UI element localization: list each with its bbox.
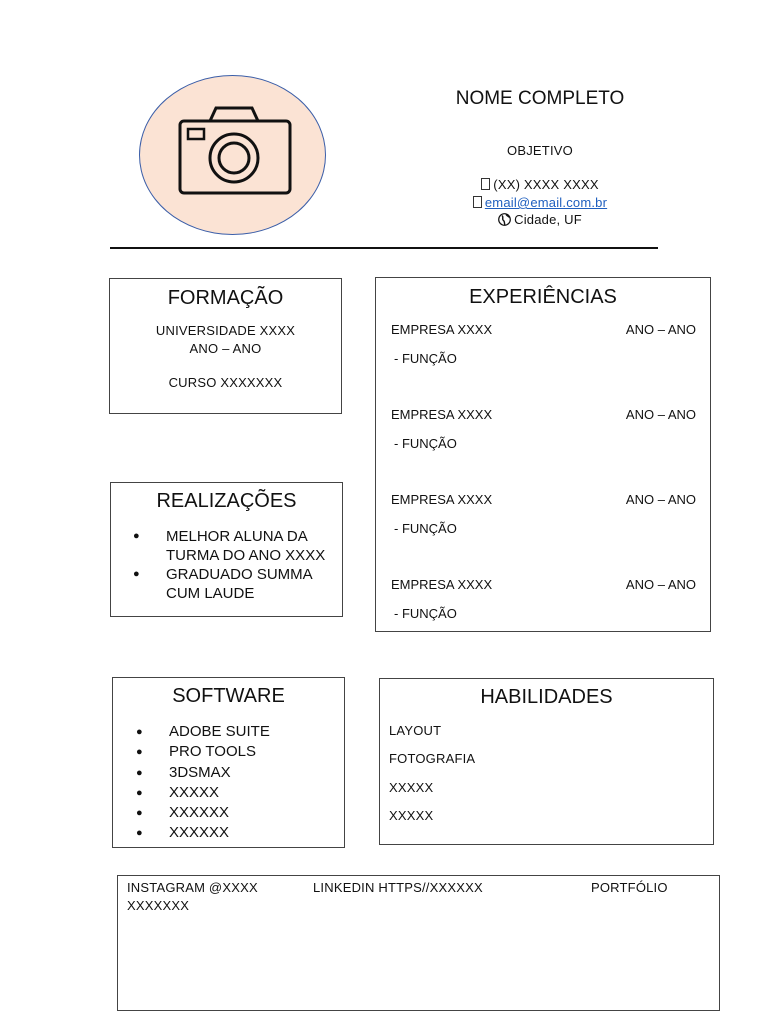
experience-item [391,322,696,337]
experience-item [391,577,696,592]
header-divider [110,247,658,249]
skill-item: LAYOUT [389,723,442,738]
list-item [111,527,342,565]
software-section [112,677,345,848]
list-item: ● 3DSMAX [114,763,344,783]
instagram-handle: INSTAGRAM @XXXX [127,880,258,895]
camera-icon [176,105,294,197]
experience-years: ANO – ANO [625,407,696,422]
objective: OBJETIVO [507,143,573,158]
portfolio-label: PORTFÓLIO [591,880,668,895]
list-item: ● XXXXX [114,783,344,803]
social-links-section [117,875,720,1011]
location: Cidade, UF [514,212,582,227]
skill-item: FOTOGRAFIA [389,751,476,766]
experience-years: ANO – ANO [625,577,696,592]
location-line [340,212,740,227]
instagram-handle-continued: XXXXXXX [127,898,190,913]
list-item: ● XXXXXX [114,823,344,843]
photo-placeholder [139,75,326,235]
experience-role: - FUNÇÃO [394,351,457,366]
achievements-list [111,527,342,603]
experience-company: EMPRESA XXXX [391,492,493,507]
list-item [111,565,342,603]
software-list [114,722,344,844]
education-course: CURSO XXXXXXX [168,375,283,390]
experience-role: - FUNÇÃO [394,436,457,451]
list-item: ● PRO TOOLS [114,742,344,762]
experience-company: EMPRESA XXXX [391,577,493,592]
experience-role: - FUNÇÃO [394,606,457,621]
education-section [109,278,342,414]
phone-line [340,177,740,192]
phone-number: (XX) XXXX XXXX [493,177,599,192]
experience-item [391,492,696,507]
experience-role: - FUNÇÃO [394,521,457,536]
achievements-title: REALIZAÇÕES [156,490,297,512]
email-line [340,195,740,210]
experience-section [375,277,711,632]
skills-section [379,678,714,845]
list-item-text: TURMA DO ANO XXXX [166,547,326,564]
skill-item: XXXXX [389,808,434,823]
list-item-text: CUM LAUDE [166,585,255,602]
list-item-text: GRADUADO SUMMA [166,566,313,583]
email-link[interactable]: email@email.com.br [484,195,608,210]
list-item: ● ADOBE SUITE [114,722,344,742]
linkedin-url: LINKEDIN HTTPS//XXXXXX [313,880,483,895]
achievements-section [110,482,343,617]
software-title: SOFTWARE [172,685,285,707]
list-item-text: MELHOR ALUNA DA [166,528,308,545]
education-years: ANO – ANO [189,341,262,356]
experience-company: EMPRESA XXXX [391,407,493,422]
experience-item [391,407,696,422]
education-title: FORMAÇÃO [167,287,284,309]
mail-icon [473,196,482,208]
education-university: UNIVERSIDADE XXXX [155,323,296,338]
experience-years: ANO – ANO [625,492,696,507]
experience-title: EXPERIÊNCIAS [469,286,617,308]
skills-title: HABILIDADES [480,686,613,708]
globe-icon [498,213,511,226]
experience-company: EMPRESA XXXX [391,322,493,337]
phone-icon [481,178,490,190]
experience-years: ANO – ANO [625,322,696,337]
list-item: ● XXXXXX [114,803,344,823]
full-name: NOME COMPLETO [455,88,625,109]
skill-item: XXXXX [389,780,434,795]
